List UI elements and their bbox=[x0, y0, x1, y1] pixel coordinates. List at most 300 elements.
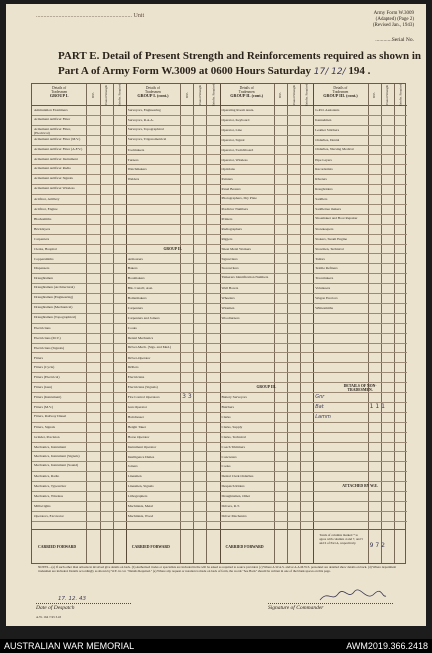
group-heading: GROUP II. (cont.) bbox=[230, 93, 264, 99]
trade-row bbox=[126, 462, 220, 472]
trade-row bbox=[220, 453, 314, 463]
trade-row bbox=[126, 383, 220, 393]
trade-row bbox=[220, 116, 314, 126]
trade-label: Draughtsmen (Engineering) bbox=[34, 295, 74, 300]
trade-row bbox=[313, 314, 407, 324]
subheading-text: Reinfts. Required bbox=[210, 83, 215, 106]
trade-row bbox=[126, 363, 220, 373]
trade-row bbox=[126, 185, 220, 195]
trade-label: Welders bbox=[127, 177, 140, 182]
trade-label: Operating Room Assts. bbox=[221, 108, 255, 112]
trade-label: Mechanics, Typewriter bbox=[34, 484, 67, 489]
trade-label: Wall Borers bbox=[221, 286, 239, 291]
trade-row bbox=[126, 423, 220, 433]
trade-label: Armament Artificer Instrument bbox=[34, 156, 78, 161]
trade-row bbox=[126, 106, 220, 116]
trade-label: Operator, Switchboard bbox=[221, 147, 254, 152]
trade-label: Fitters (Cycle) bbox=[34, 365, 55, 370]
trade-label: Surveyors, Engineering bbox=[127, 108, 161, 112]
trade-label: Intelligence Duties bbox=[127, 454, 155, 459]
trade-label: Saddlers bbox=[315, 197, 328, 202]
trade-label: Saddletree makers bbox=[315, 207, 342, 211]
subheading-4-2 bbox=[381, 84, 394, 106]
trade-label: Orderlies, Nursing Medical bbox=[315, 146, 354, 151]
handwritten-carried-total: 9 7 2 bbox=[369, 542, 385, 549]
carried-forward-label: CARRIED FORWARD bbox=[225, 545, 264, 549]
trade-row bbox=[32, 225, 126, 235]
trade-row bbox=[126, 136, 220, 146]
trade-row bbox=[32, 344, 126, 354]
trade-label: Driver Mechanics bbox=[221, 513, 247, 518]
trade-label: DETAILS OF NON-TRADESMEN. bbox=[343, 384, 377, 393]
trade-label: Fitters (Gun) bbox=[34, 385, 53, 390]
trade-label: Mechanics, Instrument (Sound) bbox=[34, 463, 79, 468]
trade-label: Orderlies, Dental bbox=[315, 137, 340, 142]
trade-row bbox=[220, 126, 314, 136]
trade-row bbox=[220, 423, 314, 433]
totals-note: Totals of columns marked * to agree with columns 4 and 7, and 5 and 6 of Part A, respectively. bbox=[319, 533, 363, 545]
trade-row bbox=[313, 264, 407, 274]
heading-text: Details of bbox=[333, 86, 348, 90]
trade-row bbox=[126, 274, 220, 284]
trade-label: Draughtsmen (Topographical) bbox=[34, 314, 77, 319]
subheading-text: Reinfts. Required bbox=[398, 83, 403, 106]
trade-label: Signwriters bbox=[221, 256, 238, 261]
trade-label: Coach Trimmers bbox=[221, 444, 245, 449]
trade-row bbox=[32, 334, 126, 344]
trade-label: Draughtsmen (Mechanical) bbox=[34, 305, 73, 309]
trade-label: Surveyors, Trigonometrical bbox=[127, 136, 167, 141]
trade-row bbox=[126, 235, 220, 245]
trade-label: Battery Surveyors bbox=[221, 395, 247, 400]
trade-row bbox=[220, 512, 314, 522]
trade-row bbox=[126, 215, 220, 225]
subheading-text: Posted Strength bbox=[197, 84, 202, 105]
trade-row bbox=[32, 363, 126, 373]
caption-accession: AWM2019.366.2418 bbox=[346, 641, 428, 651]
print-code: A.W. 164 7/43 3.43 bbox=[36, 615, 62, 619]
trade-label: Woodturners bbox=[221, 315, 240, 320]
trade-row bbox=[126, 492, 220, 502]
trade-label: Fitters bbox=[34, 355, 43, 360]
trade-row bbox=[313, 304, 407, 314]
trade-row bbox=[313, 284, 407, 294]
trade-label: GROUP III. bbox=[256, 385, 277, 390]
trade-label: Linesmen bbox=[127, 474, 142, 479]
trade-label: Blacksmiths bbox=[34, 216, 52, 221]
trade-label: Instrument Operator bbox=[127, 444, 157, 449]
trade-row bbox=[32, 462, 126, 472]
trade-label: Armament Artificer Fitter, (Electrical) bbox=[34, 126, 71, 135]
trade-label: Grinder, Precision bbox=[34, 434, 60, 439]
trade-row bbox=[32, 274, 126, 284]
trade-label: Machinists, Metal bbox=[127, 504, 154, 508]
form-notes: NOTES—(a) If such other than artisans in involved give details on back. (b) Authorised trades or specialists are included in the will be asked as required to source provided. (c) Where A.W.A.S. and/or A.A.M.W.S. personnel are detailed show details on back. (d) Where department tradesmen are included. Details accordingly as shown by W.E. in col. "Details Required." (e) Where any request or notation is made on back of form, the words "See Back" should be written in one of the blank spaces on this page. bbox=[38, 565, 397, 573]
commander-signature-scrawl bbox=[318, 588, 388, 604]
trade-label: Clerks bbox=[221, 414, 231, 419]
trade-label: Armourers bbox=[127, 256, 143, 261]
trade-row bbox=[32, 373, 126, 383]
trade-row bbox=[32, 433, 126, 443]
trade-row bbox=[126, 472, 220, 482]
trade-row bbox=[220, 472, 314, 482]
trade-row bbox=[313, 116, 407, 126]
trade-row bbox=[126, 294, 220, 304]
trade-label: G.P.O. Assistants bbox=[315, 108, 340, 112]
subheading-2-1 bbox=[180, 84, 193, 106]
trade-label: Linesmen, Signals bbox=[127, 484, 154, 489]
subheading-3-1 bbox=[274, 84, 287, 106]
trade-label: Despatch Riders bbox=[221, 484, 245, 489]
trade-label: Electricians bbox=[127, 375, 145, 380]
trade-label: Wagon Erectors bbox=[315, 296, 338, 301]
commander-signature-label: Signature of Commander bbox=[268, 605, 324, 611]
trade-label: Stowmen, Technical bbox=[315, 246, 344, 251]
trade-row bbox=[32, 403, 126, 413]
trade-label: Fitters, Railway Diesel bbox=[34, 413, 67, 418]
trade-label: Blk. Canal'r, Asst. bbox=[127, 286, 154, 291]
trade-label: Height Taker bbox=[127, 424, 147, 429]
trade-row bbox=[32, 304, 126, 314]
trade-row bbox=[220, 492, 314, 502]
trade-label: Tinkerers Identification Numbers bbox=[221, 275, 269, 280]
trade-row bbox=[313, 423, 407, 433]
trade-label: Electricians (M.V.) bbox=[34, 335, 61, 340]
form-reference bbox=[373, 11, 414, 29]
column-heading-3 bbox=[220, 84, 274, 106]
trade-row bbox=[313, 245, 407, 255]
trade-label: Roughriders bbox=[315, 187, 333, 192]
trade-row bbox=[313, 393, 407, 403]
trade-row bbox=[220, 354, 314, 364]
trade-label: Fitters (Instrument) bbox=[34, 395, 62, 400]
trade-row bbox=[313, 482, 407, 492]
trade-row bbox=[220, 235, 314, 245]
subheading-1-1 bbox=[86, 84, 99, 106]
trade-row bbox=[313, 453, 407, 463]
trade-label: Concreters bbox=[221, 454, 237, 459]
trade-label: Clerks, Supply bbox=[221, 424, 243, 429]
trade-label: Machinists, Wood bbox=[127, 513, 154, 518]
trade-label: Ammunition Examiners bbox=[34, 108, 68, 112]
trade-row bbox=[313, 413, 407, 423]
trade-label: Clerks, Technical bbox=[221, 434, 246, 439]
heading-text: Tradesmen bbox=[51, 90, 68, 95]
despatch-date-value: 17. 12. 43 bbox=[58, 596, 86, 602]
trade-row bbox=[126, 225, 220, 235]
trade-label: Bootmakers bbox=[127, 276, 145, 281]
subheading-4-1 bbox=[368, 84, 381, 106]
subheading-text: W.E. bbox=[372, 91, 377, 98]
trade-label: Clerks, Hospital bbox=[34, 246, 57, 251]
trade-row bbox=[32, 423, 126, 433]
trade-row bbox=[313, 205, 407, 215]
subheading-1-3 bbox=[113, 84, 126, 106]
subheading-text: Posted Strength bbox=[104, 84, 109, 105]
subheading-text: Posted Strength bbox=[291, 84, 296, 105]
trade-row bbox=[126, 502, 220, 512]
trade-row bbox=[220, 136, 314, 146]
trade-row bbox=[220, 156, 314, 166]
group-heading: GROUP I. (cont.) bbox=[137, 93, 169, 99]
trade-row bbox=[313, 433, 407, 443]
trade-label: Operator, Line bbox=[221, 127, 242, 132]
trade-row bbox=[313, 344, 407, 354]
subheading-text: Reinfts. Required bbox=[117, 83, 122, 106]
subheading-2-3 bbox=[206, 84, 219, 106]
subheading-text: W.E. bbox=[184, 91, 189, 98]
trade-label: Volunteers bbox=[315, 286, 331, 291]
trade-label: Joiners bbox=[127, 464, 138, 469]
trade-row bbox=[126, 373, 220, 383]
trade-label: Draughtsmen, Other bbox=[221, 494, 251, 499]
trade-label: Leather Stitchers bbox=[315, 127, 340, 132]
trade-label: Operator, Keyboard bbox=[221, 117, 250, 122]
trade-label: Hairdresser bbox=[127, 414, 144, 419]
trade-row bbox=[126, 354, 220, 364]
trade-row bbox=[313, 175, 407, 185]
trade-label: Electricians (Signals) bbox=[34, 345, 65, 350]
trade-row bbox=[220, 215, 314, 225]
trade-row bbox=[32, 294, 126, 304]
trade-label: Whitesmiths bbox=[315, 306, 333, 310]
trade-row bbox=[32, 413, 126, 423]
trade-row bbox=[220, 324, 314, 334]
trade-label: Drillers bbox=[127, 365, 139, 370]
trade-row bbox=[313, 462, 407, 472]
trade-row bbox=[313, 502, 407, 512]
trade-label: ATTACHED BY W.E. bbox=[342, 484, 379, 489]
trade-row bbox=[32, 156, 126, 166]
trade-row bbox=[126, 453, 220, 463]
trade-label: Mechanics, Radio bbox=[34, 474, 60, 479]
trade-row bbox=[126, 482, 220, 492]
trade-row bbox=[220, 225, 314, 235]
trade-label: Panel Beaters bbox=[221, 187, 241, 192]
trade-row bbox=[220, 462, 314, 472]
carried-forward-row bbox=[32, 529, 405, 565]
carried-forward-label: CARRIED FORWARD bbox=[38, 545, 77, 549]
trade-label: Driver-Mech. (Sigs. and Med.) bbox=[127, 344, 172, 349]
trade-label: Cooks bbox=[221, 464, 231, 469]
trade-row bbox=[32, 314, 126, 324]
trade-label: Armament Artificer Signals bbox=[34, 176, 73, 181]
trade-label: GROUP II. bbox=[163, 246, 182, 251]
trade-row bbox=[220, 403, 314, 413]
trade-row bbox=[32, 146, 126, 156]
trade-row bbox=[220, 195, 314, 205]
despatch-date-label: Date of Despatch bbox=[36, 605, 75, 611]
trade-row bbox=[126, 413, 220, 423]
trade-row bbox=[313, 165, 407, 175]
trade-label: Mechanics, Instrument bbox=[34, 444, 67, 449]
trade-row bbox=[313, 492, 407, 502]
trade-label: Fitters, Signals bbox=[34, 424, 56, 429]
subheading-3-2 bbox=[287, 84, 300, 106]
subheading-4-3 bbox=[394, 84, 407, 106]
trade-row bbox=[32, 492, 126, 502]
trade-row bbox=[32, 264, 126, 274]
trade-row bbox=[32, 205, 126, 215]
trade-row bbox=[220, 433, 314, 443]
trade-label: Fitters (Electrical) bbox=[34, 375, 60, 380]
trade-row bbox=[220, 314, 314, 324]
trade-row bbox=[126, 165, 220, 175]
trade-row bbox=[32, 175, 126, 185]
trade-row bbox=[126, 116, 220, 126]
trade-row bbox=[32, 106, 126, 116]
trade-row bbox=[220, 255, 314, 265]
trade-row bbox=[32, 245, 126, 255]
trade-row bbox=[313, 235, 407, 245]
trade-row bbox=[313, 324, 407, 334]
trade-label: Fire Control Operators bbox=[127, 395, 160, 400]
trade-row bbox=[313, 403, 407, 413]
trade-label: Electricians bbox=[34, 325, 51, 330]
trade-label: Predictor Numbers bbox=[221, 207, 249, 211]
subheading-text: W.E. bbox=[90, 91, 95, 98]
form-adapted: (Adapted) (Page 2) bbox=[375, 17, 414, 22]
trade-label: Armament Artificer Wireless bbox=[34, 186, 75, 191]
handwritten-nontrades-count: 1 1 1 bbox=[369, 403, 385, 410]
trade-row bbox=[220, 334, 314, 344]
trade-label: Dispensers bbox=[34, 266, 50, 271]
subheading-text: Reinfts. Required bbox=[304, 83, 309, 106]
subheading-text: Posted Strength bbox=[385, 84, 390, 105]
trade-label: Tailors bbox=[315, 256, 325, 261]
title-line-1: PART E. Detail of Present Strength and Reinforcements required as shown in bbox=[58, 50, 422, 62]
trade-label: Gun Operator bbox=[127, 405, 148, 409]
trade-row bbox=[313, 156, 407, 166]
trade-row bbox=[313, 373, 407, 383]
trade-row bbox=[220, 443, 314, 453]
trade-label: Drivers, R.T. bbox=[221, 504, 240, 508]
trade-row bbox=[32, 284, 126, 294]
subheading-3-3 bbox=[300, 84, 313, 106]
trade-label: Bakers bbox=[127, 266, 138, 271]
trade-row bbox=[220, 344, 314, 354]
trade-row bbox=[32, 235, 126, 245]
trade-row bbox=[126, 393, 220, 403]
caption-institution: AUSTRALIAN WAR MEMORIAL bbox=[4, 641, 135, 651]
trade-label: Lithographers bbox=[127, 494, 148, 499]
trade-row bbox=[126, 324, 220, 334]
trade-label: Driver-Operator bbox=[127, 355, 151, 360]
trade-row bbox=[32, 165, 126, 175]
trade-row bbox=[220, 502, 314, 512]
trade-label: Bat bbox=[315, 404, 324, 410]
title-line-2: Part A of Army Form W.3009 at 0600 Hours Saturday 17/ 12/ 194 . bbox=[58, 65, 371, 77]
trade-label: Riveters bbox=[315, 177, 327, 182]
trade-label: Artificer, Engine bbox=[34, 207, 58, 211]
trade-row bbox=[32, 215, 126, 225]
trade-label: Storekeepers bbox=[315, 226, 334, 231]
trade-label: Stokers, Steam Engine bbox=[315, 236, 348, 241]
trade-row bbox=[32, 136, 126, 146]
trade-label: Fitters (M.V.) bbox=[34, 405, 54, 409]
trade-label: Lamm bbox=[315, 413, 331, 420]
carried-forward-label: CARRIED FORWARD bbox=[131, 545, 170, 549]
trade-row bbox=[220, 175, 314, 185]
heading-text: Details of bbox=[239, 86, 254, 90]
subheading-2-2 bbox=[193, 84, 206, 106]
trade-label: Storewriters bbox=[221, 266, 239, 271]
trade-row bbox=[220, 304, 314, 314]
trade-row bbox=[126, 126, 220, 136]
trade-row bbox=[220, 185, 314, 195]
trade-label: Surveyors, Topographical bbox=[127, 126, 164, 131]
trade-row bbox=[126, 344, 220, 354]
trade-row bbox=[313, 363, 407, 373]
trade-row bbox=[32, 185, 126, 195]
trade-row bbox=[126, 205, 220, 215]
trade-row bbox=[126, 255, 220, 265]
trade-row bbox=[32, 195, 126, 205]
trade-row bbox=[313, 383, 407, 393]
trade-label: Tracemakers bbox=[315, 276, 334, 281]
trade-label: Mechanics, Instrument (Signals) bbox=[34, 453, 80, 458]
trade-row bbox=[32, 482, 126, 492]
trade-row bbox=[32, 512, 126, 522]
trade-row bbox=[220, 205, 314, 215]
trade-label: Boilermakers bbox=[127, 296, 147, 301]
trade-row bbox=[126, 443, 220, 453]
trade-row bbox=[220, 413, 314, 423]
trade-label: Butchers bbox=[221, 405, 234, 409]
trade-label: Gnr bbox=[315, 394, 325, 401]
trade-row bbox=[313, 294, 407, 304]
trade-label: Turners bbox=[127, 157, 139, 162]
trade-row bbox=[313, 215, 407, 225]
subheading-1-2 bbox=[100, 84, 113, 106]
trade-row bbox=[126, 146, 220, 156]
trade-label: Artificer, Artillery bbox=[34, 197, 60, 202]
trade-row bbox=[220, 363, 314, 373]
trade-row bbox=[313, 225, 407, 235]
trade-label: Sheet Metal Workers bbox=[221, 246, 251, 251]
column-heading-1 bbox=[32, 84, 86, 106]
despatch-date-line bbox=[36, 603, 131, 604]
trade-label: Kennelmen bbox=[315, 117, 332, 122]
trade-label: Horse Operator bbox=[127, 434, 150, 439]
trade-label: Painters bbox=[221, 177, 233, 182]
trade-row bbox=[32, 324, 126, 334]
trade-row bbox=[313, 106, 407, 116]
trade-row bbox=[313, 274, 407, 284]
trade-row bbox=[126, 264, 220, 274]
trade-label: Shoemaker and Boot Repairer bbox=[315, 215, 358, 220]
trade-row bbox=[220, 383, 314, 393]
trade-row bbox=[220, 294, 314, 304]
trade-label: Carpenters bbox=[34, 236, 50, 241]
trade-row bbox=[313, 146, 407, 156]
trade-row bbox=[313, 136, 407, 146]
trade-label: Electricians (Signals) bbox=[127, 385, 158, 390]
trade-label: Watchmakers bbox=[127, 167, 147, 172]
trade-row bbox=[32, 126, 126, 136]
strength-table bbox=[31, 83, 406, 564]
trade-row bbox=[32, 393, 126, 403]
trade-label: Riggers bbox=[221, 236, 233, 241]
trade-label: Operators, Excavator bbox=[34, 513, 64, 518]
trade-label: Draughtsmen bbox=[34, 276, 53, 281]
trade-row bbox=[126, 304, 220, 314]
group-heading: GROUP III. (cont.) bbox=[323, 93, 358, 99]
archive-caption bbox=[0, 639, 432, 653]
trade-label: Operator, Signal bbox=[221, 137, 245, 142]
form-sheet bbox=[6, 4, 426, 626]
heading-text: Tradesmen bbox=[332, 90, 349, 95]
